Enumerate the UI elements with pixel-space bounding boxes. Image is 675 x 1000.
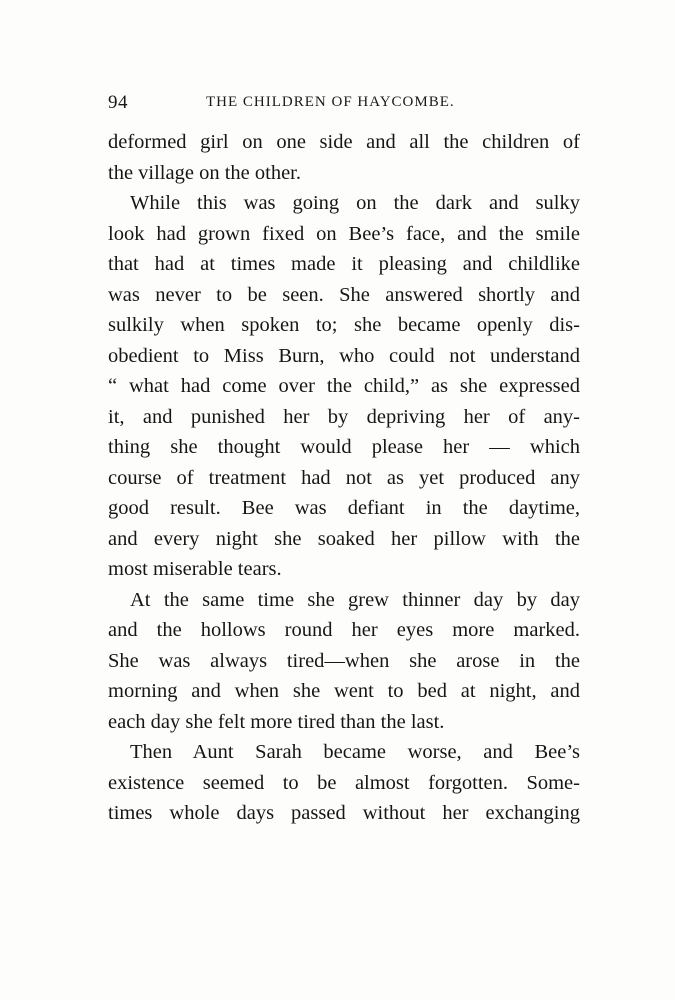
text-line: was never to be seen. She answered shortly and [108, 283, 580, 306]
text-line: morning and when she went to bed at night, and [108, 680, 580, 702]
text-line: Then Aunt Sarah became worse, and Bee’s [130, 741, 580, 763]
text-line: it, and punished her by depriving her of any- [108, 405, 580, 428]
text-line: that had at times made it pleasing and childlike [108, 253, 580, 275]
text-line: most miserable tears. [108, 558, 282, 580]
text-line: existence seemed to be almost forgotten. Some- [108, 771, 580, 794]
text-line: While this was going on the dark and sulky [130, 192, 580, 214]
text-line: look had grown fixed on Bee’s face, and the smile [108, 222, 580, 245]
text-line: thing she thought would please her — which [108, 436, 580, 458]
text-line: sulkily when spoken to; she became openly dis- [108, 314, 580, 336]
text-line: and every night she soaked her pillow with the [108, 527, 580, 550]
page-header [108, 92, 580, 116]
page-number: 94 [108, 92, 128, 113]
text-line: She was always tired—when she arose in the [108, 649, 580, 672]
text-line: At the same time she grew thinner day by day [130, 588, 580, 611]
text-line: each day she felt more tired than the last. [108, 710, 445, 733]
body-text [108, 127, 580, 829]
text-line: deformed girl on one side and all the children of [108, 131, 580, 153]
text-line: the village on the other. [108, 161, 301, 184]
text-line: “ what had come over the child,” as she expressed [108, 375, 580, 397]
running-title: THE CHILDREN OF HAYCOMBE. [206, 94, 455, 110]
text-line: times whole days passed without her exchanging [108, 802, 580, 824]
text-line: obedient to Miss Burn, who could not understand [108, 344, 580, 367]
text-line: good result. Bee was defiant in the daytime, [108, 497, 580, 519]
text-line: course of treatment had not as yet produced any [108, 466, 580, 489]
text-line: and the hollows round her eyes more marked. [108, 619, 580, 641]
